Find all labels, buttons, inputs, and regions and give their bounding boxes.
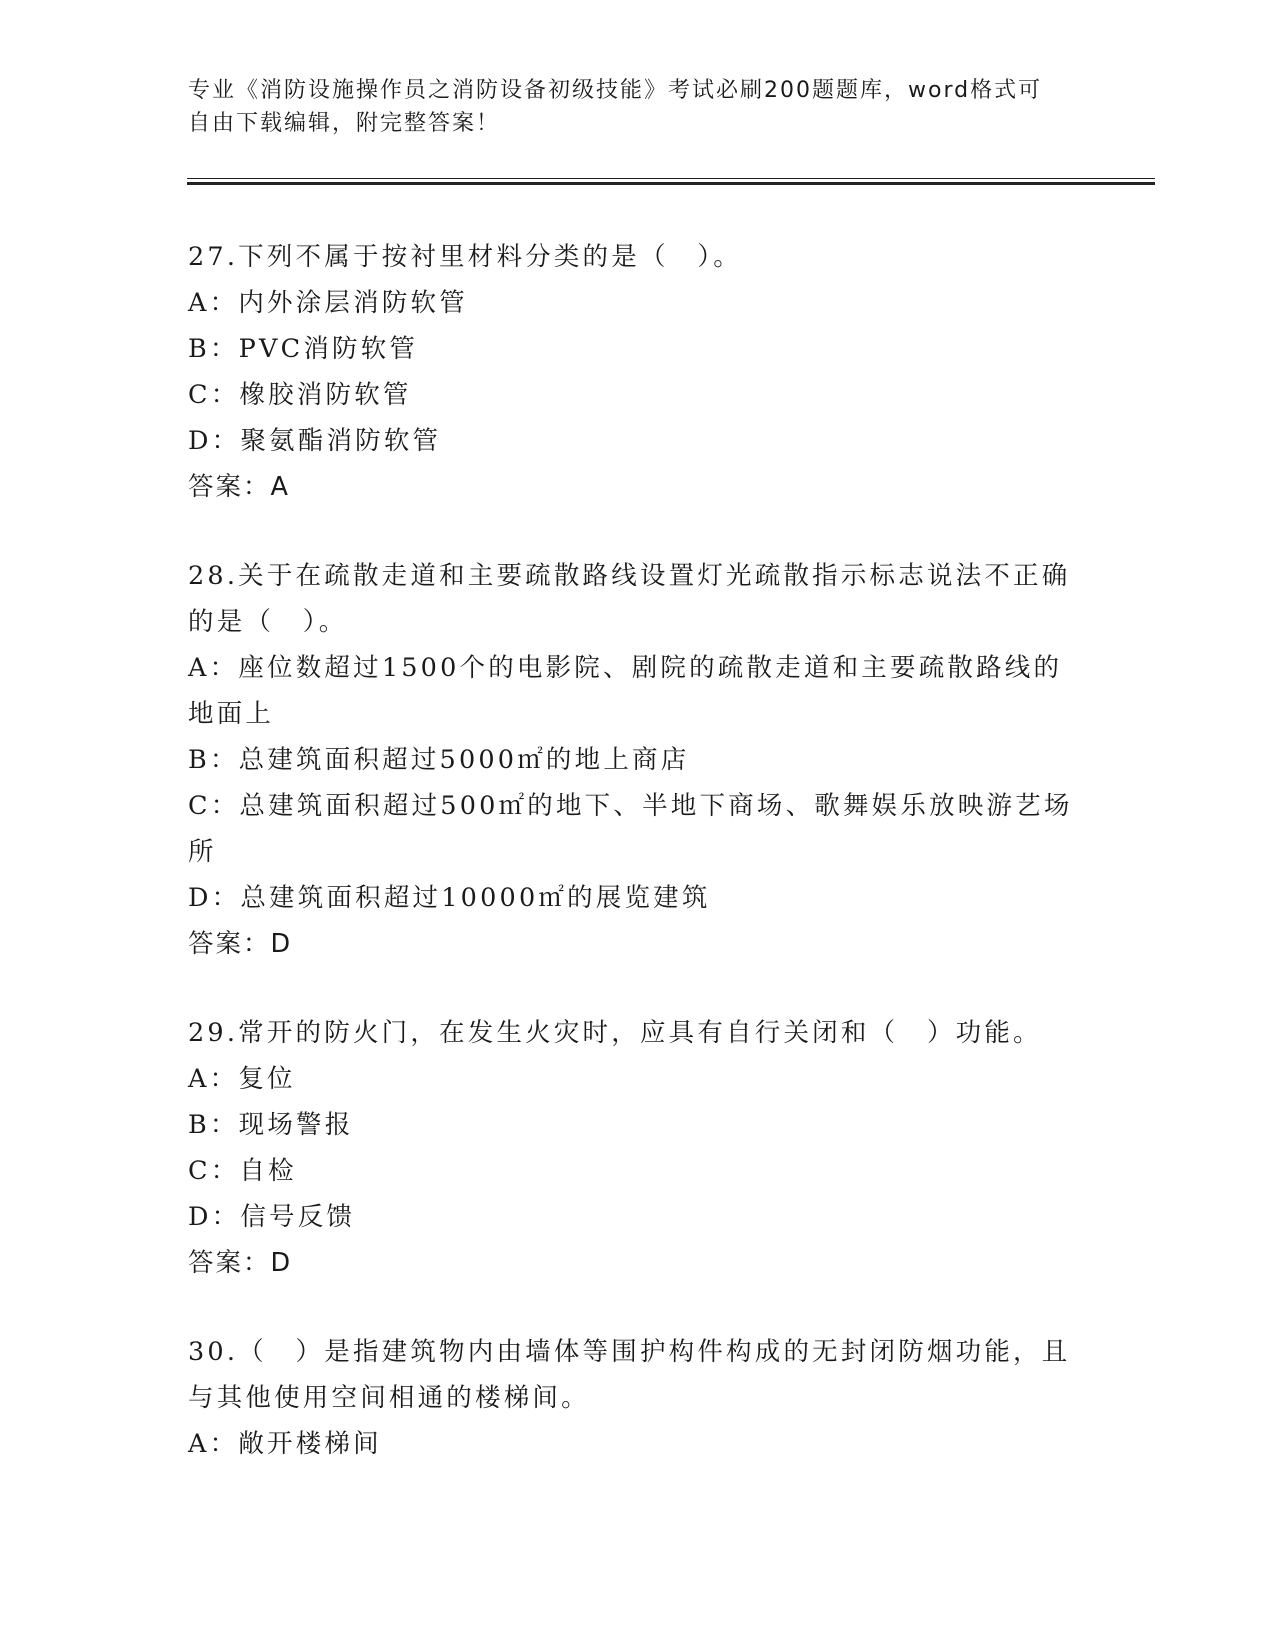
option-b: B：总建筑面积超过5000㎡的地上商店 (188, 745, 690, 775)
option-b: B：PVC消防软管 (188, 334, 419, 364)
option-d: D：聚氨酯消防软管 (188, 426, 442, 456)
document-header (188, 74, 1088, 140)
option-a: A：敞开楼梯间 (188, 1429, 382, 1459)
question-stem-continued: 与其他使用空间相通的楼梯间。 (188, 1383, 590, 1413)
option-a-continued: 地面上 (188, 699, 275, 729)
question-29 (188, 1010, 1088, 1286)
question-28 (188, 553, 1088, 967)
question-stem: 28.关于在疏散走道和主要疏散路线设置灯光疏散指示标志说法不正确 (188, 561, 1071, 591)
question-30 (188, 1329, 1088, 1467)
question-list (188, 234, 1088, 1510)
question-stem: 30.（ ）是指建筑物内由墙体等围护构件构成的无封闭防烟功能，且 (188, 1337, 1071, 1367)
question-stem: 27.下列不属于按衬里材料分类的是（ ）。 (188, 242, 743, 272)
question-27 (188, 234, 1088, 510)
option-b: B：现场警报 (188, 1110, 354, 1140)
answer-line: 答案：D (188, 1248, 293, 1278)
header-line-2: 自由下载编辑，附完整答案！ (188, 111, 501, 136)
header-divider-thick (187, 182, 1155, 185)
question-stem: 29.常开的防火门，在发生火灾时，应具有自行关闭和（ ）功能。 (188, 1018, 1042, 1048)
option-c-continued: 所 (188, 837, 217, 867)
option-c: C：总建筑面积超过500㎡的地下、半地下商场、歌舞娱乐放映游艺场 (188, 791, 1073, 821)
answer-line: 答案：D (188, 929, 293, 959)
option-d: D：信号反馈 (188, 1202, 356, 1232)
header-divider-thin (187, 178, 1155, 179)
question-stem-continued: 的是（ ）。 (188, 607, 348, 637)
option-c: C：自检 (188, 1156, 297, 1186)
option-c: C：橡胶消防软管 (188, 380, 412, 410)
option-a: A：内外涂层消防软管 (188, 288, 468, 318)
answer-line: 答案：A (188, 472, 290, 502)
option-d: D：总建筑面积超过10000㎡的展览建筑 (188, 883, 711, 913)
option-a: A：复位 (188, 1064, 296, 1094)
option-a: A：座位数超过1500个的电影院、剧院的疏散走道和主要疏散路线的 (188, 653, 1063, 683)
header-line-1: 专业《消防设施操作员之消防设备初级技能》考试必刷200题题库，word格式可 (188, 78, 1043, 103)
